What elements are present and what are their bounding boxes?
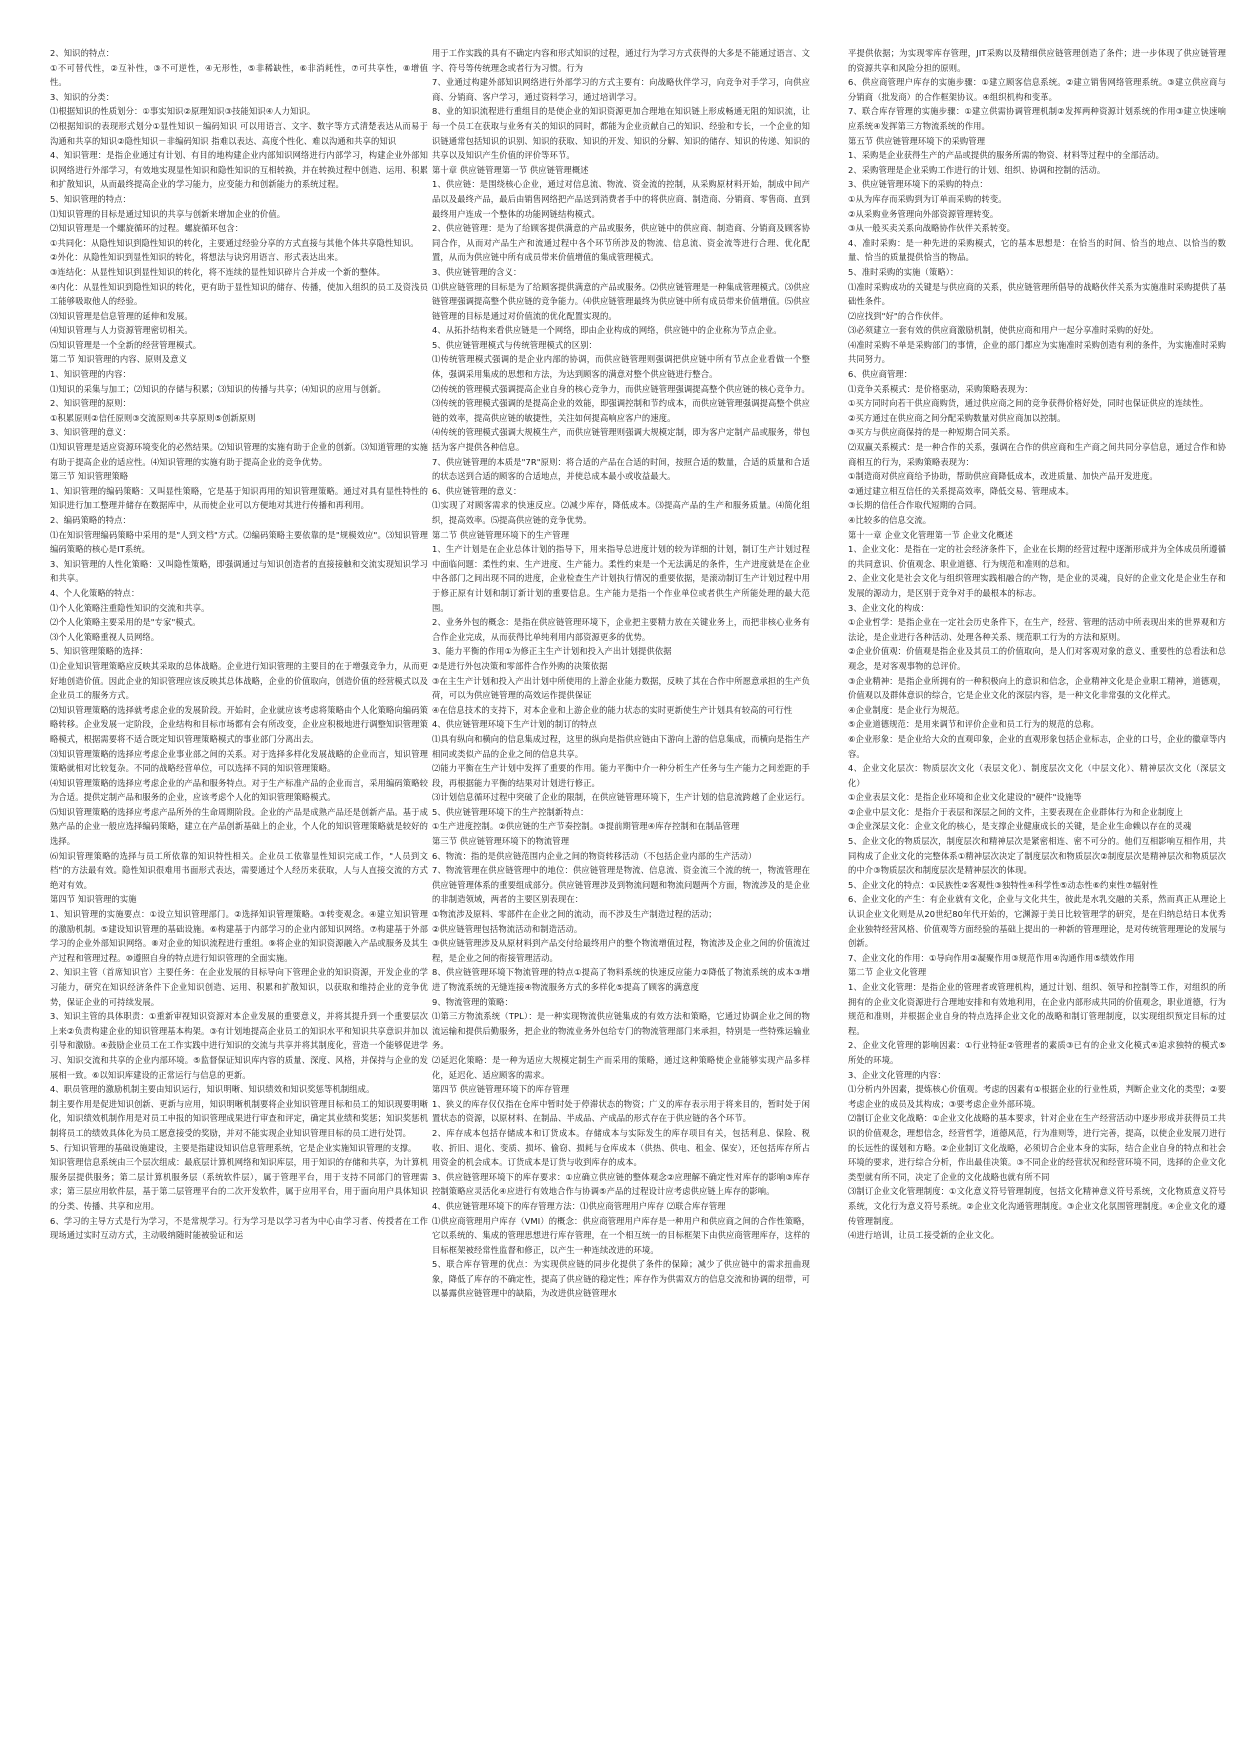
text-paragraph: 用于工作实践的具有不确定内容和形式知识的过程，通过行为学习方式获得的大多是不能通过语言、文字、符号等传统理念或者行为习惯。行为 xyxy=(432,48,810,73)
text-paragraph: 1、知识管理的内容： xyxy=(50,369,131,380)
text-paragraph: ⑶知识管理是信息管理的延伸和发展。 xyxy=(50,310,193,321)
text-paragraph: 3、知识的分类： xyxy=(50,91,115,102)
text-paragraph: 5、企业文化的物质层次，制度层次和精神层次是紧密相连、密不可分的。他们互相影响互相作用，共同构成了企业文化的完整体系①精神层次决定了制度层次和物质层次②制度层次是精神层次和物质层次的中介③物质层次和制度层次是精神层次的体现。 xyxy=(848,836,1226,876)
text-paragraph: ②外化：从隐性知识到显性知识的转化，将想法与诀窍用语言、形式表达出来。 xyxy=(50,252,344,263)
text-paragraph: 1、知识管理的编码策略：又叫显性策略，它是基于知识再用的知识管理策略。通过对具有显性特性的知识进行加工整理并储存在数据库中，从而使企业可以方便地对其进行传播和再利用。 xyxy=(50,485,428,511)
text-paragraph: 6、学习的主导方式是行为学习，不是常规学习。行为学习是以学习者为中心由学习者、传授者在工作现场通过实时互动方式，主动吸纳随时能被验证和运 xyxy=(50,1215,428,1241)
text-paragraph: 3、供应链管理的含义： xyxy=(432,266,522,277)
text-paragraph: ②企业中层文化：是指介于表层和深层之间的文件，主要表现在企业群体行为和企业制度上 xyxy=(848,806,1184,817)
text-paragraph: ①从为库存而采购到为订单而采购的转变。 xyxy=(848,193,1007,204)
text-paragraph: ⑹知识管理策略的选择与员工所依靠的知识特性相关。企业员工依靠显性知识完成工作，"人员到文档"的方法最有效。隐性知识很难用书面形式表达，需要通过个人经历来获取，人与人直接交流的方式绝对有效。 xyxy=(50,850,428,890)
text-paragraph: ⑷进行培训，让员工接受新的企业文化。 xyxy=(848,1230,1000,1241)
text-paragraph: ②企业价值观：价值观是指企业及其员工的价值取向，是人们对客观对象的意义、重要性的总看法和总观念，是对客观事物的总评价。 xyxy=(848,646,1226,671)
text-paragraph: 第二节 企业文化管理 xyxy=(848,967,927,978)
text-paragraph: ⑴根据知识的性质划分：①事实知识②原理知识③技能知识④人力知识。 xyxy=(50,106,316,117)
text-paragraph: ⑵能力平衡在生产计划中发挥了重要的作用。能力平衡中介一种分析生产任务与生产能力之间差距的手段，再根据能力平衡的结果对计划进行修正。 xyxy=(432,763,810,788)
text-paragraph: 知识管理信息系统由三个层次组成：最底层计算机网络和知识库层，用于知识的存储和共享，为计算机服务层提供服务；第二层计算机服务层（系统软件层），属于管理平台，用于支持不同部门的管理需求；第三层应用软件层，基于第二层管理平台的二次开发软件，属于应用平台，用于面向用户具体知识的分类、传播、共享和应用。 xyxy=(50,1157,428,1211)
text-paragraph: 5、准时采购的实施（策略）： xyxy=(848,266,959,277)
text-paragraph: ③从一般买卖关系向战略协作伙伴关系转变。 xyxy=(848,223,1016,234)
text-paragraph: 1、狭义的库存仅仅指在仓库中暂时处于停滞状态的物资；广义的库存表示用于将来目的，暂时处于闲置状态的资源，以原材料、在制品、半成品、产成品的形式存在于供应链的各个环节。 xyxy=(432,1098,810,1124)
text-paragraph: 6、供应商管理： xyxy=(848,369,913,380)
text-paragraph: 4、准时采购：是一种先进的采购模式，它的基本思想是：在恰当的时间、恰当的地点、以恰当的数量、恰当的质量提供恰当的物品。 xyxy=(848,237,1226,263)
text-paragraph: 5、联合库存管理的优点：为实现供应链的同步化提供了条件的保障；减少了供应链中的需求扭曲现象，降低了库存的不确定性，提高了供应链的稳定性；库存作为供需双方的信息交流和协调的纽带，可以暴露供应链管理中的缺陷，为改进供应链管理水 xyxy=(432,1259,810,1299)
text-paragraph: ⑶计划信息循环过程中突破了企业的限制，在供应链管理环境下，生产计划的信息流跨越了企业运行。 xyxy=(432,792,810,803)
text-paragraph: ⑵制订企业文化战略：①企业文化战略的基本要求，针对企业在生产经营活动中逐步形成并获得员工共识的价值观念，理想信念，经营哲学，道德风范，行为准则等，进行完善，提高，以使企业发展刀进行的长远性的谋划和方略。②企业制订文化战略，必须切合企业本身的实际，结合企业自身的特点和社会环境的要求，进行综合分析，作出最佳决策。③不同企业的经营状况和经营环境不同，选择的企业文化类型就有所不同，决定了企业的文化战略也就有所不同 xyxy=(848,1113,1226,1182)
text-paragraph: 4、个人化策略的特点： xyxy=(50,587,140,598)
text-paragraph: 第五节 供应链管理环境下的采购管理 xyxy=(848,135,986,146)
text-paragraph: 7、业通过构建外部知识网络进行外部学习的方式主要有：向战略伙伴学习，向竞争对手学习，向供应商、分销商、客户学习，通过资料学习，通过培训学习。 xyxy=(432,77,810,102)
text-paragraph: 2、企业文化管理的影响因素：①行业特征②管理者的素质③已有的企业文化模式④追求独特的模式⑤所处的环境。 xyxy=(848,1040,1226,1065)
text-paragraph: ④企业制度：是企业行为规范。 xyxy=(848,704,965,715)
text-paragraph: ③在主生产计划和投入产出计划中所使用的上游企业能力数据，反映了其在合作中所愿意承担的生产负荷，可以为供应链管理的高效运作提供保证 xyxy=(432,675,810,701)
text-paragraph: 7、联合库存管理的实施步骤：①建立供需协调管理机制②发挥两种资源计划系统的作用③建立快速响应系统④发挥第三方物流系统的作用。 xyxy=(848,106,1226,131)
text-paragraph: ④比较多的信息交流。 xyxy=(848,515,932,525)
text-paragraph: 4、企业文化层次：物质层次文化（表层文化）、制度层次文化（中层文化）、精神层次文化（深层文化） xyxy=(848,763,1226,788)
text-paragraph: 4、供应链管理环境下生产计划的制订的特点 xyxy=(432,719,597,730)
text-paragraph: 2、编码策略的特点： xyxy=(50,515,131,525)
text-paragraph: ⑴企业知识管理策略应反映其采取的总体战略。企业进行知识管理的主要目的在于增强竞争力，从而更好地创造价值。因此企业的知识管理应该反映其总体战略，企业的价值取向，创造价值的经营模式以及企业员工的服务方式。 xyxy=(50,660,428,701)
text-paragraph: 5、行知识管理的基础设施建设，主要是指建设知识信息管理系统，它是企业实施知识管理的支撑。 xyxy=(50,1142,417,1153)
text-paragraph: ②供应链管理包括物流活动和制造活动。 xyxy=(432,923,583,934)
text-paragraph: ③企业深层文化：企业文化的核心，是支撑企业健康成长的关键，是企业生命赖以存在的灵魂 xyxy=(848,821,1192,832)
text-paragraph: 8、业的知识流程进行重组目的是使企业的知识资源更加合理地在知识链上形成畅通无阻的知识流，让每一个员工在获取与业务有关的知识的同时，都能为企业贡献自己的知识、经验和专长，一个企业的知识链通常包括知识的识别、知识的获取、知识的开发、知识的分解、知识的储存、知识的传递、知识的共享以及知识产生价值的评价等环节。 xyxy=(432,106,810,161)
text-paragraph: 第二节 供应链管理环境下的生产管理 xyxy=(432,529,570,540)
text-paragraph: 第十一章 企业文化管理第一节 企业文化概述 xyxy=(848,529,1014,540)
text-paragraph: 平提供依据；为实现零库存管理，JIT采购以及精细供应链管理创造了条件；进一步体现了供应链管理的资源共享和风险分担的原则。 xyxy=(848,48,1226,73)
text-paragraph: 9、物流管理的策略： xyxy=(432,996,513,1007)
text-paragraph: 制主要作用是促进知识创新、更新与应用，知识明晰机制要将企业知识管理目标和员工的知识现要明晰化，知识绩效机制作用是对员工申报的知识管理成果进行审查和评定，确定其业绩和奖惩；知识奖惩机制将员工的绩效具体化为员工愿意接受的奖励，并对不能实现企业知识管理目标的员工进行处罚。 xyxy=(50,1098,428,1138)
text-paragraph: ③企业精神：是指企业所拥有的一种积极向上的意识和信念，企业精神文化是企业职工精神，道德观，价值观以及群体意识的综合，它是企业文化的深层内容，是一种文化非常强的文化样式。 xyxy=(848,675,1226,701)
text-paragraph: ⑸知识管理是一个全新的经营管理模式。 xyxy=(50,339,202,350)
text-paragraph: 1、供应链：是围绕核心企业，通过对信息流、物流、资金流的控制，从采购原材料开始，制成中间产品以及最终产品，最后由销售网络把产品送到消费者手中的将供应商、制造商、分销商、零售商、直到最终用户连成一个整体的功能网链结构模式。 xyxy=(432,179,810,219)
text-paragraph: 4、从拓扑结构来看供应链是一个网络，即由企业构成的网络，供应链中的企业称为节点企业。 xyxy=(432,325,782,336)
text-paragraph: 3、知识管理的意义： xyxy=(50,427,131,438)
text-paragraph: ①买方同时向若干供应商购货，通过供应商之间的竞争获得价格好处，同时也保证供应的连续性。 xyxy=(848,398,1209,409)
text-paragraph: ①企业表层文化：是指企业环境和企业文化建设的"硬件"设施等 xyxy=(848,792,1082,803)
text-paragraph: ⑵知识管理策略的选择就考虑企业的发展阶段。开始时，企业就应该考虑将策略由个人化策略向编码策略转移。企业发展一定阶段，企业结构和目标市场都有会有所改变，企业应积极地进行调整知识管理策略模式，根据需要将不适合既定知识管理策略模式的事业部门分离出去。 xyxy=(50,704,428,744)
text-paragraph: ⑸知识管理策略的选择应考虑产品所外的生命周期阶段。企业的产品是成熟产品还是创新产品。基于成熟产品的企业一般应选择编码策略，建立在产品创新基础上的企业，个人化的知识管理策略就是较好的选择。 xyxy=(50,806,428,847)
text-paragraph: ⑷准时采购不单是采购部门的事情，企业的部门都应为实施准时采购创造有利的条件，为实施准时采购共同努力。 xyxy=(848,339,1226,365)
text-paragraph: 第四节 知识管理的实施 xyxy=(50,894,137,905)
text-paragraph: ③买方与供应商保持的是一种短期合同关系。 xyxy=(848,427,1016,438)
text-paragraph: 4、知识管理：是指企业通过有计划、有目的地构建企业内部知识网络进行内部学习，构建企业外部知识网络进行外部学习，有效地实现显性知识和隐性知识的互相转换，并在转换过程中创造、运用、积累和扩散知识，从而最终提高企业的学习能力，应变能力和创新能力的系统过程。 xyxy=(50,150,428,190)
text-paragraph: ①企业哲学：是指企业在一定社会历史条件下，在生产，经营、管理的活动中所表现出来的世界观和方法论，是企业进行各种活动、处理各种关系、规范职工行为的方法和原则。 xyxy=(848,617,1226,642)
text-paragraph: ①制造商对供应商给予协助，帮助供应商降低成本，改进质量、加快产品开发进度。 xyxy=(848,471,1158,482)
text-paragraph: 7、供应链管理的本质是"7R"原则：将合适的产品在合适的时间，按照合适的数量，合适的质量和合适的状态送到合适的顾客的合适地点，并使总成本最小或收益最大。 xyxy=(432,456,810,482)
text-paragraph: ①生产进度控制。②供应链的生产节奏控制。③提前期管理④库存控制和在制品管理 xyxy=(432,821,740,832)
text-column-left xyxy=(50,46,428,1726)
text-paragraph: ⑵个人化策略主要采用的是"专家"模式。 xyxy=(50,617,201,628)
text-paragraph: 2、采购管理是企业采购工作进行的计划、组织、协调和控制的活动。 xyxy=(848,164,1106,175)
text-paragraph: 7、物流管理在供应链管理中的地位：供应链管理是物流、信息流、资金流三个流的统一，物流管理在供应链管理体系的重要组成部分。供应链管理涉及到物流问题和物流问题两个方面，物流涉及的是企业的非制造领域，两者的主要区别表现在： xyxy=(432,865,810,905)
text-paragraph: 1、企业文化：是指在一定的社会经济条件下，企业在长期的经营过程中逐渐形成并为全体成员所遵循的共同意识、价值观念、职业道德、行为规范和准则的总和。 xyxy=(848,544,1226,569)
text-paragraph: 6、供应链管理的意义： xyxy=(432,485,522,496)
text-paragraph: 2、供应链管理：是为了给顾客提供满意的产品或服务，供应链中的供应商、制造商、分销商及顾客协同合作，从而对产品生产和流通过程中各个环节所涉及的物流、信息流、资金流等进行合理、优化配置，从而为供应链中所有成员带来价值增值的集成管理模式。 xyxy=(432,223,810,263)
text-paragraph: 2、知识管理的原则： xyxy=(50,398,131,409)
text-paragraph: 8、供应链管理环境下物流管理的特点①提高了物料系统的快速反应能力②降低了物流系统的成本③增进了物流系统的无缝连接④物流服务方式的多样化⑤提高了顾客的满意度 xyxy=(432,967,810,992)
text-paragraph: 1、企业文化管理：是指企业的管理者或管理机构，通过计划、组织、领导和控制等工作，对组织的所拥有的企业文化资源进行合理地安排和有效地利用，在企业内部形成共同的价值观念，职业道德，行为规范和准则，并根据企业自身的特点选择企业文化的战略和制订管理制度，以实现组织预定目标的过程。 xyxy=(848,982,1226,1036)
text-paragraph: ⑷知识管理策略的选择应考虑企业的产品和服务特点。对于生产标准产品的企业而言，采用编码策略较为合适。提供定制产品和服务的企业，应该考虑个人化的知识管理策略模式。 xyxy=(50,777,428,803)
text-paragraph: 5、供应链管理环境下的生产控制新特点： xyxy=(432,806,589,817)
text-paragraph: ①不可替代性，②互补性，③不可逆性，④无形性，⑤非稀缺性，⑥非消耗性，⑦可共享性，⑧增值性。 xyxy=(50,62,428,88)
text-paragraph: 7、企业文化的作用：①导向作用②凝聚作用③规范作用④沟通作用⑤绩效作用 xyxy=(848,952,1135,963)
text-paragraph: ⑴供应商管理用户库存（VMI）的概念：供应商管理用户库存是一种用户和供应商之间的合作性策略，它以系统的、集成的管理思想进行库存管理，在一个相互统一的目标框架下由供应商管理库存，这样的目标框架被经常性监督和修正，以产生一种连续改进的环境。 xyxy=(432,1215,810,1255)
text-paragraph: ⑴竞争关系模式：是价格驱动，采购策略表现为： xyxy=(848,383,1033,394)
text-paragraph: 2、库存成本包括存储成本和订货成本。存储成本与实际发生的库存项目有关，包括利息、保险、税收、折旧、退化、变质、损坏、偷窃、损耗与仓库成本（供热、供电、租金、保安），还包括库存所占用资金的机会成本。订货成本是订货与收到库存的成本。 xyxy=(432,1127,810,1168)
text-paragraph: 第三节 供应链管理环境下的物流管理 xyxy=(432,836,570,847)
text-paragraph: ⑷传统的管理模式强调大规模生产，而供应链管理则强调大规模定制，即为客户定制产品或服务，带包括为客户提供各种信息。 xyxy=(432,427,810,453)
text-paragraph: 2、企业文化是社会文化与组织管理实践相融合的产物，是企业的灵魂，良好的企业文化是企业生存和发展的源动力，是区别于竞争对手的最根本的标志。 xyxy=(848,573,1226,598)
text-paragraph: ⑴第三方物流系统（TPL）：是一种实现物流供应链集成的有效方法和策略，它通过协调企业之间的物流运输和提供后勤服务，把企业的物流业务外包给专门的物流管理部门来承担，特别是一些特殊运输业务。 xyxy=(432,1011,810,1051)
text-paragraph: 1、采购是企业获得生产的产品或提供的服务所需的物资、材料等过程中的全部活动。 xyxy=(848,150,1165,161)
text-paragraph: 6、供应商管理户库存的实施步骤：①建立顾客信息系统。②建立销售网络管理系统。③建立供应商与分销商（批发商）的合作框架协议。④组织机构和变革。 xyxy=(848,77,1226,102)
text-paragraph: 第三节 知识管理策略 xyxy=(50,471,129,482)
text-paragraph: ⑵根据知识的表现形式划分①显性知识－编码知识 可以用语言、文字、数字等方式清楚表达从而易于沟通和共享的知识②隐性知识－非编码知识 指难以表达、高度个性化、难以沟通和共享的知识 xyxy=(50,120,428,146)
text-paragraph: ⑴个人化策略注重隐性知识的交流和共享。 xyxy=(50,602,210,613)
text-paragraph: ⑶必须建立一套有效的供应商激励机制，使供应商和用户一起分享准时采购的好处。 xyxy=(848,325,1159,336)
text-paragraph: 1、知识管理的实施要点：①设立知识管理部门。②选择知识管理策略。③转变观念。④建立知识管理的激励机制。⑤建设知识管理的基础设施。⑥构建基于内部学习的企业内部知识网络。⑦构建基于外部学习的企业外部知识网络。⑧对企业的知识流程进行重组。⑨将企业的知识资源融入产品或服务及其生产过程和管理过程。⑩遵照自身的特点进行知识管理的全面实施。 xyxy=(50,909,428,963)
text-paragraph: ⑥企业形象：是企业给大众的直观印象，企业的直观形象包括企业标志，企业的口号，企业的徽章等内容。 xyxy=(848,733,1226,759)
text-paragraph: ⑶制订企业文化管理制度：①文化意义符号管理制度，包括文化精神意义符号系统，文化物质意义符号系统，文化行为意义符号系统。②企业文化沟通管理制度。③企业文化氛围管理制度。④企业文化的遵传管理制度。 xyxy=(848,1186,1226,1226)
text-paragraph: ⑴分析内外因素，提炼核心价值观。考虑的因素有①根据企业的行业性质，判断企业文化的类型；②要考虑企业的成员及其构成；③要考虑企业外部环境。 xyxy=(848,1084,1226,1109)
text-paragraph: 4、职员管理的激励机制主要由知识运行，知识明晰、知识绩效和知识奖惩等机制组成。 xyxy=(50,1084,375,1095)
text-column-middle xyxy=(432,46,810,1726)
text-paragraph: ③长期的信任合作取代短期的合同。 xyxy=(848,500,982,511)
text-paragraph: ⑵双赢关系模式：是一种合作的关系，强调在合作的供应商和生产商之间共同分享信息，通过合作和协商相互的行为，采购策略表现为： xyxy=(848,442,1226,467)
text-paragraph: ⑴实现了对顾客需求的快速反应。⑵减少库存，降低成本。⑶提高产品的生产和服务质量。⑷简化组织，提高效率。⑸提高供应链的竞争优势。 xyxy=(432,500,810,525)
text-paragraph: ⑴知识的采集与加工；⑵知识的存储与积累；⑶知识的传播与共享；⑷知识的应用与创新。 xyxy=(50,383,386,394)
text-paragraph: ⑴供应链管理的目标是为了给顾客提供满意的产品或服务。⑵供应链管理是一种集成管理模式。⑶供应链管理强调提高整个供应链的竞争能力。⑷供应链管理最终为供应链中所有成员带来价值增值。⑸供应链管理的目标是通过对价值流的优化配置实现的。 xyxy=(432,281,810,321)
text-paragraph: 3、企业文化的构成： xyxy=(848,602,929,613)
text-paragraph: ⑶个人化策略重视人员网络。 xyxy=(50,631,160,642)
text-paragraph: ⑴准时采购成功的关键是与供应商的关系，供应链管理所倡导的战略伙伴关系为实施准时采购提供了基础性条件。 xyxy=(848,281,1226,307)
text-paragraph: 第四节 供应链管理环境下的库存管理 xyxy=(432,1084,570,1095)
text-paragraph: 3、企业文化管理的内容： xyxy=(848,1069,946,1080)
text-paragraph: ⑵应找到"好"的合作伙伴。 xyxy=(848,310,949,321)
text-column-right xyxy=(848,46,1226,1726)
text-paragraph: 5、知识管理的特点： xyxy=(50,193,131,204)
text-paragraph: 5、知识管理策略的选择： xyxy=(50,646,148,657)
text-paragraph: ④在信息技术的支持下，对本企业和上游企业的能力状态的实时更新使生产计划具有较高的可行性 xyxy=(432,704,793,715)
text-paragraph: 3、能力平衡的作用①为修正主生产计划和投入产出计划提供依据 xyxy=(432,646,672,657)
text-paragraph: ⑶传统的管理模式强调的是提高企业的效能，即强调控制和节约成本，而供应链管理强调提高整个供应链的效率，提高供应链的敏捷性，关注如何提高响应客户的速度。 xyxy=(432,398,810,423)
text-paragraph: ⑷知识管理与人力资源管理密切相关。 xyxy=(50,325,193,336)
text-paragraph: ⑵知识管理是一个螺旋循环的过程。螺旋循环包含： xyxy=(50,223,244,234)
text-paragraph: ①积累原则②信任原则③交流原则④共享原则⑤创新原则 xyxy=(50,412,256,423)
text-paragraph: 3、知识管理的人性化策略：又叫隐性策略，即强调通过与知识创造者的直接接触和交流实现知识学习和共享。 xyxy=(50,558,428,584)
text-paragraph: 第二节 知识管理的内容、原则及意义 xyxy=(50,354,188,365)
text-paragraph: ⑴在知识管理编码策略中采用的是"人到文档"方式。⑵编码策略主要依靠的是"规模效应"。⑶知识管理编码策略的核心是IT系统。 xyxy=(50,529,428,555)
text-paragraph: 第十章 供应链管理第一节 供应链管理概述 xyxy=(432,164,589,175)
text-paragraph: ⑴知识管理的目标是通过知识的共享与创新来增加企业的价值。 xyxy=(50,208,286,219)
text-paragraph: ⑶知识管理策略的选择应考虑企业事业部之间的关系。对于选择多样化发展战略的企业而言，知识管理策略就相对比较复杂。不同的战略经营单位，可以选择不同的知识管理策略。 xyxy=(50,748,428,774)
text-paragraph: ②是进行外包决策和零部件合作外购的决策依据 xyxy=(432,660,608,671)
text-paragraph: ③连结化：从显性知识到显性知识的转化，将不连续的显性知识碎片合并成一个新的整体。 xyxy=(50,266,386,277)
text-paragraph: ①共同化：从隐性知识到隐性知识的转化，主要通过经验分享的方式直接与其他个体共享隐性知识。 xyxy=(50,237,419,248)
text-paragraph: ⑵延迟化策略：是一种为适应大规模定制生产而采用的策略，通过这种策略使企业能够实现产品多样化，延迟化、适应顾客的需求。 xyxy=(432,1054,810,1080)
text-paragraph: 2、知识主管（首席知识官）主要任务：在企业发展的目标导向下管理企业的知识资源，开发企业的学习能力，研究在知识经济条件下企业知识创造、运用、积累和扩散知识，以获取和维持企业的竞争优势，保证企业的可持续发展。 xyxy=(50,967,428,1007)
text-paragraph: ②买方通过在供应商之间分配采购数量对供应商加以控制。 xyxy=(848,412,1066,423)
text-paragraph: 1、生产计划是在企业总体计划的指导下，用来指导总进度计划的较为详细的计划，制订生产计划过程中面临问题：柔性约束、生产进度、生产能力。柔性约束是一个无法满足的条件，生产进度就是在企业中各部门之间出现不同的进度，企业检查生产计划执行情况的重要依据，是滚动制订生产计划过程中用于修正原有计划和制订新计划的重要信息。生产能力是指一个作业单位或者供生产所能处理的最大范围。 xyxy=(432,544,810,613)
text-paragraph: ⑵传统的管理模式强调提高企业自身的核心竞争力，而供应链管理强调提高整个供应链的核心竞争力。 xyxy=(432,383,810,394)
text-paragraph: ⑴传统管理模式强调的是企业内部的协调，而供应链管理则强调把供应链中所有节点企业看做一个整体，强调采用集成的思想和方法，为达到顾客的满意对整个供应链进行整合。 xyxy=(432,354,810,380)
text-paragraph: 5、供应链管理模式与传统管理模式的区别： xyxy=(432,339,597,350)
text-paragraph: ③供应链管理涉及从原材料到产品交付给最终用户的整个物流增值过程，物流涉及企业之间的价值流过程，是企业之间的衔接管理活动。 xyxy=(432,938,810,963)
text-paragraph: 3、供应链管理环境下的采购的特点： xyxy=(848,179,988,190)
text-paragraph: ②从采购业务管理向外部资源管理转变。 xyxy=(848,208,999,219)
text-paragraph: 6、物流：指的是供应链范围内企业之间的物资转移活动（不包括企业内部的生产活动） xyxy=(432,850,757,861)
text-paragraph: ②通过建立相互信任的关系提高效率，降低交易、管理成本。 xyxy=(848,485,1074,496)
text-paragraph: 2、知识的特点： xyxy=(50,48,115,58)
text-paragraph: 3、知识主管的具体职责：①重新审视知识资源对本企业发展的重要意义，并将其提升到一个重要层次上来②负责构建企业的知识管理基本构架。③有计划地提高企业员工的知识水平和知识共享意识并加以引导和激励。④鼓励企业员工在工作实践中进行知识的交流与共享并将其制度化，营造一个能够促进学习、知识交流和共享的企业内部环境。⑤监督保证知识库内容的质量、深度、风格，并保持与企业的发展相一致。⑥以知识库建设的正常运行与信息的更新。 xyxy=(50,1011,428,1080)
text-paragraph: 2、业务外包的概念：是指在供应链管理环境下，企业把主要精力放在关键业务上，而把非核心业务有合作企业完成，从而获得比单纯利用内部资源更多的优势。 xyxy=(432,617,810,642)
text-paragraph: 4、供应链管理环境下的库存管理方法：⑴供应商管理用户库存 ⑵联合库存管理 xyxy=(432,1200,726,1211)
text-paragraph: ①物流涉及原料、零部件在企业之间的流动，而不涉及生产制造过程的活动； xyxy=(432,909,717,920)
text-paragraph: ⑴知识管理是适应资源环境变化的必然结果。⑵知识管理的实施有助于企业的创新。⑶知道管理的实施有助于提高企业的适应性。⑷知识管理的实施有助于提高企业的竞争优势。 xyxy=(50,442,428,467)
text-paragraph: 5、企业文化的特点：①民族性②客观性③独特性④科学性⑤动态性⑥约束性⑦辐射性 xyxy=(848,879,1159,890)
text-paragraph: ⑤企业道德规范：是用来调节和评价企业和员工行为的规范的总称。 xyxy=(848,719,1100,730)
text-paragraph: 6、企业文化的产生：有企业就有文化，企业与文化共生，彼此是水乳交融的关系，然而真正从理论上认识企业文化则是从20世纪80年代开始的，它渊源于美日比较管理学的研究，是在归纳总结日本优秀企业独特经营风格、价值观等方面经验的基础上提出的一种新的管理理论，是对传统管理理论的发展与创新。 xyxy=(848,894,1226,949)
text-paragraph: 3、供应链管理环境下的库存要求：①应确立供应链的整体观念②应理解不确定性对库存的影响③库存控制策略应灵活化④应进行有效地合作与协调⑤产品的过程设计应考虑供应链上库存的影响。 xyxy=(432,1171,810,1197)
text-paragraph: ⑴具有纵向和横向的信息集成过程，这里的纵向是指供应链由下游向上游的信息集成，而横向是指生产相同或类似产品的企业之间的信息共享。 xyxy=(432,733,810,759)
text-paragraph: ④内化：从显性知识到隐性知识的转化，更有助于显性知识的储存、传播，使加入组织的员工及资浅员工能够吸取他人的经验。 xyxy=(50,281,428,307)
